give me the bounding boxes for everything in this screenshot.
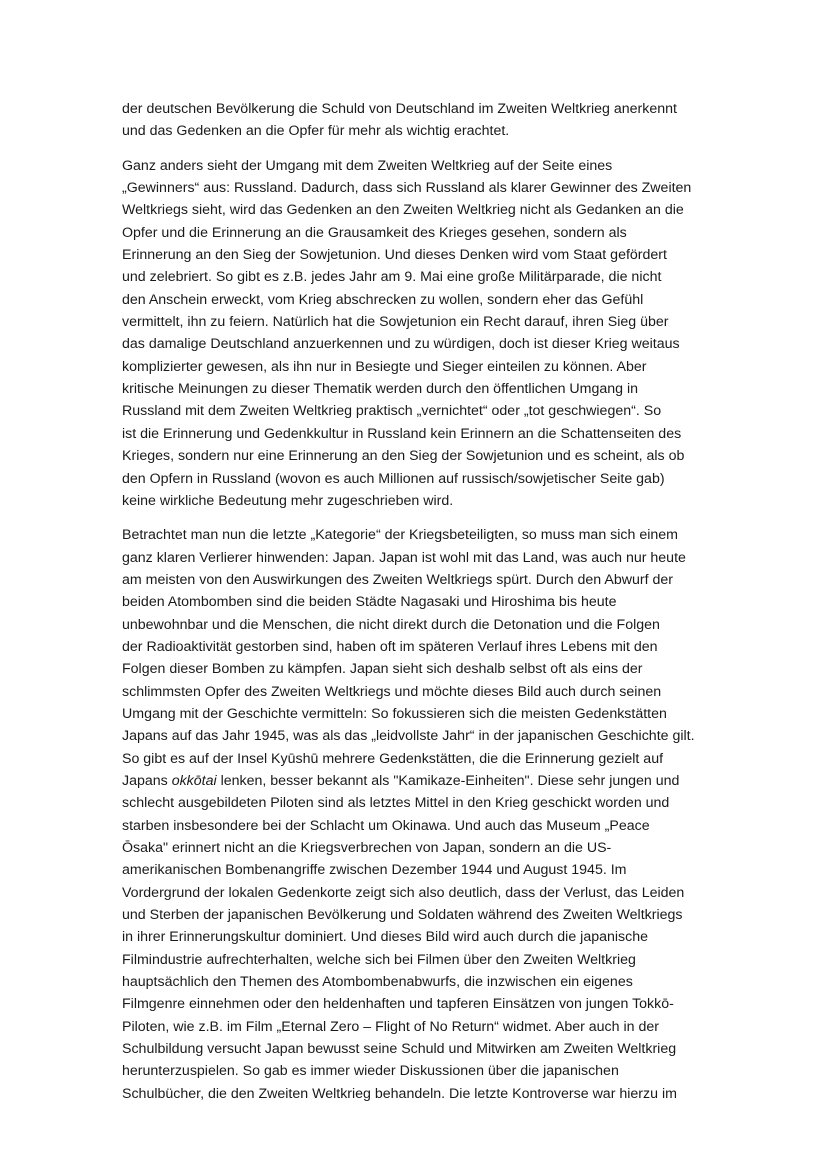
text-line: Ōsaka" erinnert nicht an die Kriegsverbrechen von Japan, sondern an die US- [122,840,612,856]
text-line: Weltkriegs sieht, wird das Gedenken an den Zweiten Weltkrieg nicht als Gedanken an die [122,202,684,219]
document-page [122,98,732,1117]
text-line: am meisten von den Auswirkungen des Zweiten Weltkriegs spürt. Durch den Abwurf der [122,571,673,588]
text-line: Vordergrund der lokalen Gedenkorte zeigt sich also deutlich, dass der Verlust, das Leiden [122,884,685,901]
text-line: den Opfern in Russland (wovon es auch Millionen auf russisch/sowjetischer Seite gab) [122,470,665,487]
text-line: Opfer und die Erinnerung an die Grausamkeit des Krieges gesehen, sondern als [122,224,627,241]
text-line: schlecht ausgebildeten Piloten sind als letztes Mittel in den Krieg geschickt worden und [122,795,670,812]
paragraph-1 [122,98,732,143]
text-line: das damalige Deutschland anzuerkennen und zu würdigen, doch ist dieser Krieg weitaus [122,336,680,353]
text-line: unbewohnbar und die Menschen, die nicht direkt durch die Detonation und die Folgen [122,616,660,633]
text-line: Ganz anders sieht der Umgang mit dem Zweiten Weltkrieg auf der Seite eines [122,157,613,174]
text-line: Filmgenre einnehmen oder den heldenhaften und tapferen Einsätzen von jungen Tokkō- [122,996,674,1013]
text-line: hauptsächlich den Themen des Atombombenabwurfs, die inzwischen ein eigenes [122,974,633,991]
text-line: Schulbücher, die den Zweiten Weltkrieg behandeln. Die letzte Kontroverse war hierzu im [122,1085,677,1102]
text-line: ganz klaren Verlierer hinwenden: Japan. Japan ist wohl mit das Land, was auch nur heute [122,549,686,566]
text-line: kritische Meinungen zu dieser Thematik werden durch den öffentlichen Umgang in [122,381,639,398]
text-line: Betrachtet man nun die letzte „Kategorie“ der Kriegsbeteiligten, so muss man sich einem [122,527,678,544]
text-segment: lenken, besser bekannt als "Kamikaze-Einheiten". Diese sehr jungen und [216,772,680,789]
text-line: So gibt es auf der Insel Kyūshū mehrere Gedenkstätten, die die Erinnerung gezielt auf [122,750,664,767]
text-line: herunterzuspielen. So gab es immer wieder Diskussionen über die japanischen [122,1063,619,1080]
text-line: schlimmsten Opfer des Zweiten Weltkriegs und möchte dieses Bild auch durch seinen [122,683,662,700]
text-line: starben insbesondere bei der Schlacht um Okinawa. Und auch das Museum „Peace [122,817,650,834]
text-line: den Anschein erweckt, vom Krieg abschrecken zu wollen, sondern eher das Gefühl [122,291,644,308]
text-line: Filmindustrie aufrechterhalten, welche sich bei Filmen über den Zweiten Weltkrieg [122,951,636,968]
text-line: Schulbildung versucht Japan bewusst seine Schuld und Mitwirken am Zweiten Weltkrieg [122,1041,677,1058]
text-line: ist die Erinnerung und Gedenkkultur in Russland kein Erinnern an die Schattenseiten des [122,425,682,442]
text-line: und Sterben der japanischen Bevölkerung und Soldaten während des Zweiten Weltkriegs [122,907,683,924]
text-line: Piloten, wie z.B. im Film „Eternal Zero – Flight of No Return“ widmet. Aber auch in der [122,1018,659,1035]
text-line: amerikanischen Bombenangriffe zwischen Dezember 1944 und August 1945. Im [122,862,627,879]
text-line: und zelebriert. So gibt es z.B. jedes Jahr am 9. Mai eine große Militärparade, die nicht [122,269,662,286]
text-line: vermittelt, ihn zu feiern. Natürlich hat die Sowjetunion ein Recht darauf, ihren Sieg über [122,314,669,331]
text-line: Folgen dieser Bomben zu kämpfen. Japan sieht sich deshalb selbst oft als eins der [122,661,643,678]
text-line: komplizierter gewesen, als ihn nur in Besiegte und Sieger einteilen zu können. Aber [122,358,647,375]
text-line: Erinnerung an den Sieg der Sowjetunion. Und dieses Denken wird vom Staat gefördert [122,247,667,264]
text-line: beiden Atombomben sind die beiden Städte Nagasaki und Hiroshima bis heute [122,594,617,611]
italic-term: okkōtai [171,772,217,789]
text-line: der deutschen Bevölkerung die Schuld von Deutschland im Zweiten Weltkrieg anerkennt [122,101,677,117]
paragraph-2 [122,155,732,513]
text-line: Russland mit dem Zweiten Weltkrieg praktisch „vernichtet“ oder „tot geschwiegen“. So [122,403,662,420]
text-line: Japans auf das Jahr 1945, was als das „leidvollste Jahr“ in der japanischen Geschichte gilt. [122,728,695,745]
text-line: keine wirkliche Bedeutung mehr zugeschrieben wird. [122,492,454,509]
text-line: Umgang mit der Geschichte vermitteln: So fokussieren sich die meisten Gedenkstätten [122,705,667,722]
text-segment: Japans [122,772,172,789]
paragraph-3 [122,524,732,1105]
text-line: und das Gedenken an die Opfer für mehr als wichtig erachtet. [122,123,510,140]
text-line: „Gewinners“ aus: Russland. Dadurch, dass sich Russland als klarer Gewinner des Zweiten [122,180,692,197]
text-line: in ihrer Erinnerungskultur dominiert. Und dieses Bild wird auch durch die japanische [122,929,648,946]
text-line: Krieges, sondern nur eine Erinnerung an den Sieg der Sowjetunion und es scheint, als ob [122,448,685,465]
text-line: der Radioaktivität gestorben sind, haben oft im späteren Verlauf ihres Lebens mit den [122,638,658,655]
text-line-with-italic [122,770,732,792]
